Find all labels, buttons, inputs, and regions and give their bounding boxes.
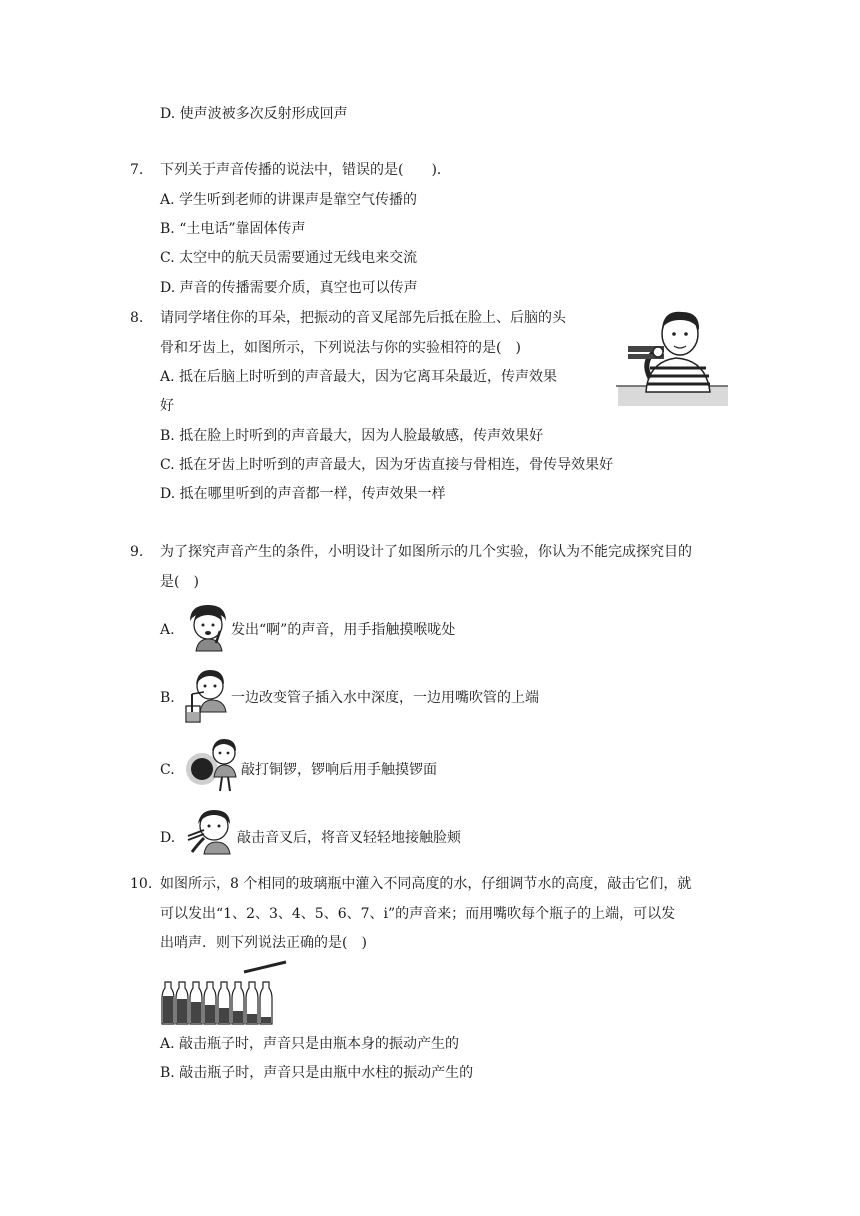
q9-stem-line2: 是( )	[160, 574, 199, 590]
q7-number: 7.	[130, 162, 144, 178]
q8-stem-line2: 骨和牙齿上，如图所示，下列说法与你的实验相符的是( )	[160, 340, 521, 356]
bottle-5	[218, 982, 230, 1024]
q10-option-a: A. 敲击瓶子时，声音只是由瓶本身的振动产生的	[160, 1036, 460, 1052]
q8-stem-line1: 请同学堵住你的耳朵，把振动的音叉尾部先后抵在脸上、后脑的头	[160, 310, 566, 326]
q8-option-a-line2: 好	[160, 398, 174, 414]
q10-option-b: B. 敲击瓶子时，声音只是由瓶中水柱的振动产生的	[160, 1065, 474, 1081]
bottle-3	[190, 982, 202, 1024]
q9-option-b-text: 一边改变管子插入水中深度，一边用嘴吹管的上端	[231, 690, 539, 706]
q9-option-a-figure	[186, 603, 230, 653]
bottle-4	[204, 982, 216, 1024]
bottle-8	[260, 982, 272, 1024]
bottle-1	[162, 982, 174, 1024]
q8-number: 8.	[130, 310, 144, 326]
q9-option-d-label: D.	[160, 830, 176, 846]
q9-stem-line1: 为了探究声音产生的条件，小明设计了如图所示的几个实验，你认为不能完成探究目的	[160, 544, 692, 560]
q9-option-a-label: A.	[160, 622, 175, 638]
q9-option-c-figure	[182, 737, 240, 795]
q10-stem-line1: 如图所示，8 个相同的玻璃瓶中灌入不同高度的水，仔细调节水的高度，敲击它们，就	[160, 876, 692, 892]
q9-number: 9.	[130, 544, 144, 560]
q8-tuning-fork-figure	[614, 306, 730, 410]
q9-option-a-text: 发出“啊”的声音，用手指触摸喉咙处	[231, 622, 456, 638]
bottle-6	[232, 982, 244, 1024]
q9-option-c-label: C.	[160, 762, 175, 778]
bottle-2	[176, 982, 188, 1024]
q6-option-d: D. 使声波被多次反射形成回声	[160, 106, 348, 122]
q9-option-b-figure	[184, 668, 230, 724]
q7-option-d: D. 声音的传播需要介质，真空也可以传声	[160, 280, 418, 296]
q9-option-b-label: B.	[160, 690, 175, 706]
q9-option-c-text: 敲打铜锣，锣响后用手触摸锣面	[241, 762, 437, 778]
q8-option-b: B. 抵在脸上时听到的声音最大，因为人脸最敏感，传声效果好	[160, 428, 544, 444]
q7-option-a: A. 学生听到老师的讲课声是靠空气传播的	[160, 192, 418, 208]
q7-stem: 下列关于声音传播的说法中，错误的是( )．	[160, 162, 451, 178]
q10-number: 10.	[130, 876, 153, 892]
q10-bottles-figure	[158, 960, 290, 1026]
q10-stem-line2: 可以发出“1、2、3、4、5、6、7、i”的声音来；而用嘴吹每个瓶子的上端，可以发	[160, 906, 676, 922]
q7-option-c: C. 太空中的航天员需要通过无线电来交流	[160, 250, 418, 266]
q9-option-d-text: 敲击音叉后，将音叉轻轻地接触脸颊	[237, 830, 461, 846]
q8-option-c: C. 抵在牙齿上时听到的声音最大，因为牙齿直接与骨相连，骨传导效果好	[160, 457, 614, 473]
bottle-7	[246, 982, 258, 1024]
q7-option-b: B. “土电话”靠固体传声	[160, 221, 306, 237]
q10-stem-line3: 出哨声．则下列说法正确的是( )	[160, 935, 367, 951]
q8-option-d: D. 抵在哪里听到的声音都一样，传声效果一样	[160, 486, 446, 502]
q8-option-a-line1: A. 抵在后脑上时听到的声音最大，因为它离耳朵最近，传声效果	[160, 369, 558, 385]
q9-option-d-figure	[184, 808, 236, 860]
